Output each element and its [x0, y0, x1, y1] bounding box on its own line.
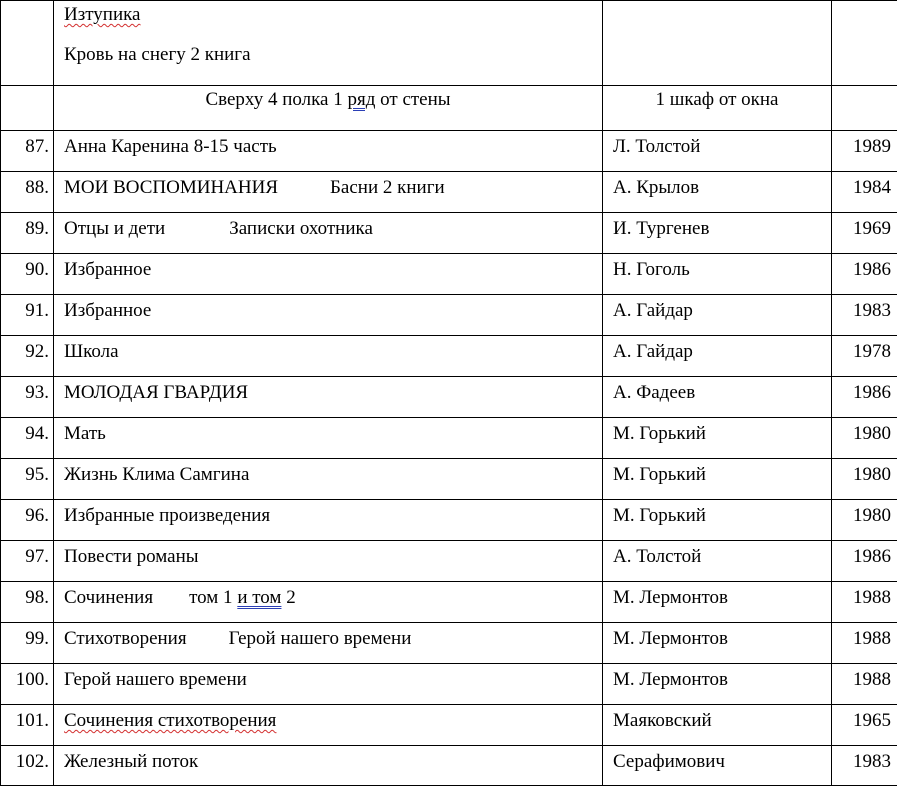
table-row — [1, 131, 897, 172]
row-title-part-b: Герой нашего времени — [229, 628, 412, 649]
row-title: Избранное — [54, 254, 603, 295]
row-year: 1988 — [832, 664, 897, 705]
row-year: 1986 — [832, 254, 897, 295]
table-row — [1, 418, 897, 459]
row-title: Мать — [54, 418, 603, 459]
row-title — [54, 705, 603, 746]
row-author: И. Тургенев — [603, 213, 832, 254]
row-author: Серафимович — [603, 746, 832, 786]
row-num: 97. — [1, 541, 54, 582]
row-title-part-a: Сочинения — [64, 587, 153, 608]
table-row — [1, 336, 897, 377]
row-author: Н. Гоголь — [603, 254, 832, 295]
row-title-part-b3: 2 — [281, 587, 295, 608]
row-year: 1986 — [832, 377, 897, 418]
row-title — [54, 213, 603, 254]
table-row — [1, 705, 897, 746]
row-title: Железный поток — [54, 746, 603, 786]
row-author: М. Лермонтов — [603, 623, 832, 664]
row-year: 1983 — [832, 295, 897, 336]
row-num: 92. — [1, 336, 54, 377]
row-year: 1983 — [832, 746, 897, 786]
table-row — [1, 582, 897, 623]
row-year: 1980 — [832, 418, 897, 459]
row-year: 1965 — [832, 705, 897, 746]
table-row — [1, 377, 897, 418]
table-row — [1, 254, 897, 295]
row-author: Маяковский — [603, 705, 832, 746]
row-year: 1984 — [832, 172, 897, 213]
row-num: 89. — [1, 213, 54, 254]
location-ryad: ряд — [347, 89, 375, 110]
row-year: 1988 — [832, 623, 897, 664]
row-num: 87. — [1, 131, 54, 172]
table-row — [1, 664, 897, 705]
row-title: Герой нашего времени — [54, 664, 603, 705]
table-row — [1, 746, 897, 786]
row-title: Школа — [54, 336, 603, 377]
table-row — [1, 623, 897, 664]
row-title — [54, 582, 603, 623]
row-num: 100. — [1, 664, 54, 705]
row-title-text: Сочинения стихотворения — [64, 710, 276, 731]
row-author: Л. Толстой — [603, 131, 832, 172]
location-part2: от стены — [375, 89, 450, 110]
row-author: М. Горький — [603, 500, 832, 541]
row-title-part-b: Записки охотника — [229, 218, 373, 239]
row-title-part-a: Отцы и дети — [64, 218, 165, 239]
row-num: 102. — [1, 746, 54, 786]
table-row — [1, 213, 897, 254]
row-author: М. Лермонтов — [603, 664, 832, 705]
table-row — [1, 459, 897, 500]
row-num: 88. — [1, 172, 54, 213]
row-num: 96. — [1, 500, 54, 541]
row-title: МОЛОДАЯ ГВАРДИЯ — [54, 377, 603, 418]
row-author: М. Горький — [603, 418, 832, 459]
row-num: 99. — [1, 623, 54, 664]
location-part1: Сверху 4 полка 1 — [205, 89, 347, 110]
header-line2: Кровь на снегу 2 книга — [64, 44, 602, 66]
row-title-part-a: Стихотворения — [64, 628, 187, 649]
header-title-cell — [54, 1, 603, 86]
row-num: 101. — [1, 705, 54, 746]
table-row — [1, 541, 897, 582]
header-year-cell — [832, 1, 897, 86]
table-row — [1, 500, 897, 541]
shelf-cell: 1 шкаф от окна — [603, 86, 832, 131]
row-title: Повести романы — [54, 541, 603, 582]
row-title-part-b: Басни 2 книги — [330, 177, 445, 198]
row-year: 1969 — [832, 213, 897, 254]
row-title: Избранное — [54, 295, 603, 336]
row-author: А. Крылов — [603, 172, 832, 213]
row-year: 1980 — [832, 500, 897, 541]
row-num: 94. — [1, 418, 54, 459]
header-row-1 — [1, 1, 897, 86]
row-year: 1980 — [832, 459, 897, 500]
header-line1: Изтупика — [64, 4, 141, 25]
row-author: А. Толстой — [603, 541, 832, 582]
row-title — [54, 623, 603, 664]
row-title: Избранные произведения — [54, 500, 603, 541]
row-num: 95. — [1, 459, 54, 500]
header-num-cell — [1, 1, 54, 86]
row-num: 90. — [1, 254, 54, 295]
row-title: Анна Каренина 8-15 часть — [54, 131, 603, 172]
row-year: 1989 — [832, 131, 897, 172]
row-title-part-b2: и том — [237, 587, 281, 608]
header-row-2 — [1, 86, 897, 131]
row-author: М. Горький — [603, 459, 832, 500]
row-author: А. Фадеев — [603, 377, 832, 418]
location-num-cell — [1, 86, 54, 131]
row-author: А. Гайдар — [603, 336, 832, 377]
row-year: 1988 — [832, 582, 897, 623]
row-author: М. Лермонтов — [603, 582, 832, 623]
row-title-part-b: том 1 — [189, 587, 237, 608]
row-num: 91. — [1, 295, 54, 336]
header-author-cell — [603, 1, 832, 86]
table-row — [1, 172, 897, 213]
row-author: А. Гайдар — [603, 295, 832, 336]
row-num: 93. — [1, 377, 54, 418]
row-title — [54, 172, 603, 213]
location-cell — [54, 86, 603, 131]
row-num: 98. — [1, 582, 54, 623]
row-year: 1978 — [832, 336, 897, 377]
row-year: 1986 — [832, 541, 897, 582]
location-year-cell — [832, 86, 897, 131]
table-row — [1, 295, 897, 336]
row-title: Жизнь Клима Самгина — [54, 459, 603, 500]
row-title-part-a: МОИ ВОСПОМИНАНИЯ — [64, 177, 278, 198]
